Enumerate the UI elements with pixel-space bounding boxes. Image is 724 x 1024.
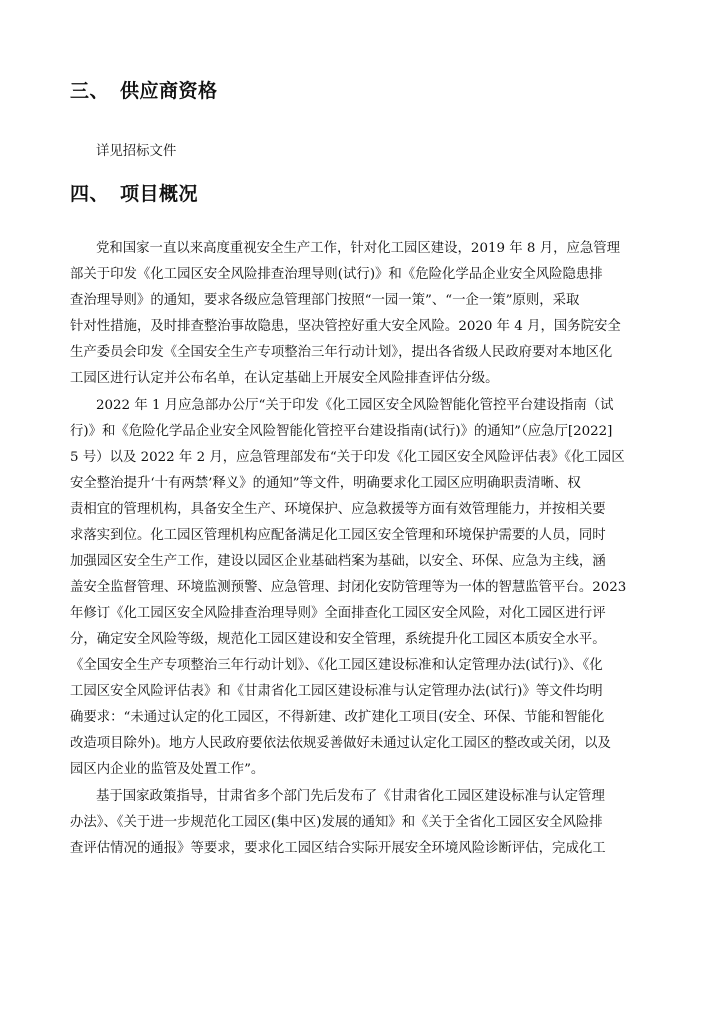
paragraph-line: 盖安全监督管理、环境监测预警、应急管理、封闭化安防管理等为一体的智慧监管平台。2023 — [70, 580, 627, 595]
paragraph-line: 工园区进行认定并公布名单，在认定基础上开展安全风险排查评估分级。 — [70, 371, 499, 386]
paragraph-line: 查治理导则》的通知，要求各级应急管理部门按照“一园一策”、“一企一策”原则，采取 — [70, 293, 580, 308]
section-4-title: 项目概况 — [120, 183, 199, 205]
paragraph-line: 针对性措施，及时排查整治事故隐患，坚决管控好重大安全风险。2020 年 4 月，国务院安全 — [70, 319, 621, 334]
section-3-heading — [70, 76, 218, 103]
paragraph-line: 责相宜的管理机构，具备安全生产、环境保护、应急救援等方面有效管理能力，并按相关要 — [70, 502, 606, 517]
paragraph-line: 安全整治提升‘十有两禁’释义》的通知”等文件，明确要求化工园区应明确职责清晰、权 — [70, 476, 581, 491]
paragraph-line: 确要求：“未通过认定的化工园区，不得新建、改扩建化工项目(安全、环保、节能和智能化 — [70, 710, 605, 725]
paragraph-line: 查评估情况的通报》等要求，要求化工园区结合实际开展安全环境风险诊断评估，完成化工 — [70, 841, 606, 856]
paragraph-line: 2022 年 1 月应急部办公厅“关于印发《化工园区安全风险智能化管控平台建设指南（试 — [96, 398, 614, 413]
paragraph-line: 党和国家一直以来高度重视安全生产工作，针对化工园区建设，2019 年 8 月，应急管理 — [96, 241, 621, 256]
paragraph-line: 园区内企业的监管及处置工作”。 — [70, 762, 265, 777]
section-4-heading — [70, 179, 198, 206]
section-3-text: 详见招标文件 — [96, 144, 177, 159]
paragraph-line: 5 号）以及 2022 年 2 月，应急管理部发布“关于印发《化工园区安全风险评估表》《化工园区 — [70, 450, 625, 465]
section-4-number: 四、 — [70, 183, 110, 205]
paragraph-line: 部关于印发《化工园区安全风险排查治理导则(试行)》和《危险化学品企业安全风险隐患排 — [70, 267, 603, 282]
paragraph-line: 生产委员会印发《全国安全生产专项整治三年行动计划》，提出各省级人民政府要对本地区化 — [70, 345, 613, 360]
paragraph-line: 行)》和《危险化学品企业安全风险智能化管控平台建设指南(试行)》的通知”（应急厅[2022] — [70, 424, 613, 439]
paragraph-line: 求落实到位。化工园区管理机构应配备满足化工园区安全管理和环境保护需要的人员，同时 — [70, 528, 606, 543]
paragraph-line: 工园区安全风险评估表》和《甘肃省化工园区建设标准与认定管理办法(试行)》等文件均明 — [70, 684, 603, 699]
paragraph-line: 加强园区安全生产工作，建设以园区企业基础档案为基础，以安全、环保、应急为主线，涵 — [70, 554, 606, 569]
paragraph-line: 办法》、《关于进一步规范化工园区(集中区)发展的通知》和《关于全省化工园区安全风险排 — [70, 815, 603, 830]
section-3-title: 供应商资格 — [120, 80, 218, 102]
paragraph-line: 分，确定安全风险等级，规范化工园区建设和安全管理，系统提升化工园区本质安全水平。 — [70, 632, 606, 647]
section-3-number: 三、 — [70, 80, 110, 102]
paragraph-line: 改造项目除外)。地方人民政府要依法依规妥善做好未通过认定化工园区的整改或关闭，以及 — [70, 736, 611, 751]
paragraph-line: 《全国安全生产专项整治三年行动计划》、《化工园区建设标准和认定管理办法(试行)》、《化 — [70, 658, 603, 673]
paragraph-line: 基于国家政策指导，甘肃省多个部门先后发布了《甘肃省化工园区建设标准与认定管理 — [96, 789, 605, 804]
paragraph-line: 年修订《化工园区安全风险排查治理导则》全面排查化工园区安全风险，对化工园区进行评 — [70, 606, 606, 621]
